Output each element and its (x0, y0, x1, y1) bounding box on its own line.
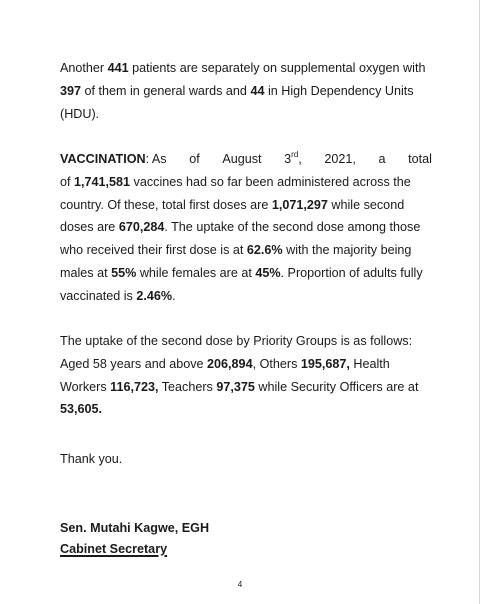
vaccination-paragraph (60, 148, 432, 308)
text-run: of (189, 152, 200, 166)
text-run: patients are separately on supplemental oxygen with (128, 61, 426, 75)
text-run: : As (145, 152, 167, 166)
text-run: 3 (284, 152, 292, 166)
text-run: who received their first dose is at (60, 243, 247, 258)
text-line (60, 239, 432, 262)
text-line (60, 57, 432, 80)
text-line (60, 376, 432, 399)
text-run: Aged 58 years and above (60, 356, 208, 371)
text-line (60, 171, 432, 194)
text-run: Health (349, 356, 390, 371)
text-run: country. Of these, total first doses are (60, 197, 272, 212)
second-doses: 670,284 (118, 220, 165, 235)
text-run: while females are at (136, 265, 256, 280)
date-day: 3rd, (284, 150, 302, 166)
text-run: . (172, 288, 176, 303)
first-doses: 1,071,297 (271, 197, 328, 212)
hdu-count: 44 (250, 83, 265, 98)
total-vaccines: 1,741,581 (74, 174, 131, 189)
female-share: 45% (255, 265, 281, 280)
text-run: of them in general wards and (81, 83, 251, 98)
page-number: 4 (237, 580, 243, 589)
text-run: vaccinated is (60, 288, 137, 303)
text-run: with the majority being (282, 243, 412, 258)
text-line (60, 262, 432, 285)
fully-vaccinated-rate: 2.46% (136, 288, 173, 303)
text-line (60, 353, 432, 376)
text-run: vaccines had so far been administered across the (130, 174, 411, 189)
text-run: while Security Officers are at (254, 379, 419, 394)
text-run: . Proportion of adults fully (280, 265, 423, 280)
text-run: males at (60, 265, 112, 280)
teachers-count: 97,375 (216, 379, 255, 394)
text-run: total (408, 152, 432, 166)
text-run: of (60, 174, 75, 189)
security-officers-count: 53,605. (60, 402, 103, 417)
oxygen-patients-count: 441 (107, 61, 129, 75)
vaccination-lead (60, 148, 167, 171)
text-run: Another (60, 61, 108, 75)
text-run: in High Dependency Units (264, 83, 414, 98)
text-line: (HDU). (60, 106, 100, 121)
text-run: August (222, 152, 262, 166)
oxygen-paragraph (60, 57, 432, 125)
text-run: , Others (252, 356, 301, 371)
others-count: 195,687, (300, 356, 350, 371)
male-share: 55% (111, 265, 137, 280)
signatory-title: Cabinet Secretary (60, 542, 168, 556)
signatory-name: Sen. Mutahi Kagwe, EGH (60, 521, 210, 535)
text-line (60, 148, 432, 171)
text-run: while second (327, 197, 405, 212)
uptake-rate: 62.6% (246, 243, 283, 258)
text-line (60, 285, 432, 308)
text-line (60, 80, 432, 103)
text-run: . The uptake of the second dose among those (164, 220, 421, 235)
health-workers-count: 116,723, (110, 379, 159, 394)
text-line (60, 216, 432, 239)
aged-58-count: 206,894 (207, 356, 253, 371)
text-run: a (378, 152, 386, 166)
text-line (60, 194, 432, 217)
text-run: doses are (60, 220, 119, 235)
text-line: The uptake of the second dose by Priority Groups is as follows: (60, 334, 413, 348)
text-run: 2021, (324, 152, 356, 166)
vaccination-heading: VACCINATION (60, 152, 146, 166)
general-ward-count: 397 (60, 83, 82, 98)
closing-line: Thank you. (60, 452, 123, 466)
priority-groups-paragraph (60, 330, 432, 421)
text-line (60, 398, 432, 421)
text-run: Teachers (158, 379, 217, 394)
text-run: Workers (60, 379, 111, 394)
ordinal-suffix: rd (291, 150, 299, 159)
